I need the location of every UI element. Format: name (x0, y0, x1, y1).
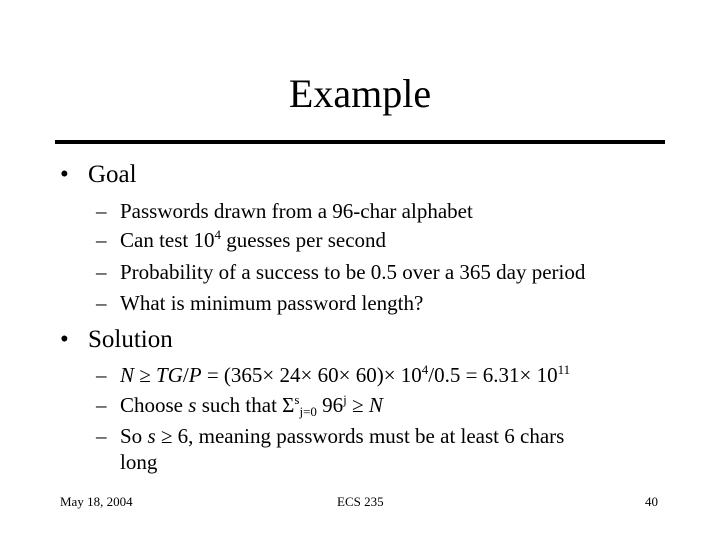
bullet-goal (60, 160, 137, 190)
goal-item-4: – What is minimum password length? (96, 291, 424, 315)
bullet-goal-label: Goal (88, 161, 137, 188)
solution-item-2: – Choose s such that $\Sigma^s_{j=0}$ $96^j \ge N$ (96, 392, 383, 419)
title-underline (55, 140, 665, 144)
dash-icon: – (96, 424, 107, 448)
bullet-dot-icon: • (60, 161, 69, 188)
footer-date: May 18, 2004 (60, 494, 133, 509)
dash-icon: – (96, 393, 107, 417)
dash-icon: – (96, 363, 107, 387)
footer-page-number: 40 (645, 494, 658, 509)
goal-item-3: – Probability of a success to be 0.5 over a 365 day period (96, 260, 586, 284)
bullet-solution (60, 325, 173, 355)
bullet-dot-icon: • (60, 326, 69, 353)
bullet-solution-label: Solution (88, 326, 173, 353)
solution-item-3-wrap: long (120, 450, 158, 474)
solution-item-1: – $N \ge TG/P = (365\times 24\times 60\times 60)\times 10^4/0.5 = 6.31\times 10^{11}$ (96, 362, 571, 387)
slide-title: Example (288, 71, 432, 116)
goal-item-2: – Can test $10^4$ guesses per second (96, 227, 387, 252)
solution-item-3: – So s ≥ 6, meaning passwords must be at least 6 chars (96, 424, 565, 448)
goal-item-1: – Passwords drawn from a 96-char alphabet (96, 199, 473, 223)
dash-icon: – (96, 291, 107, 315)
dash-icon: – (96, 228, 107, 252)
dash-icon: – (96, 260, 107, 284)
dash-icon: – (96, 199, 107, 223)
footer-course: ECS 235 (337, 494, 384, 509)
